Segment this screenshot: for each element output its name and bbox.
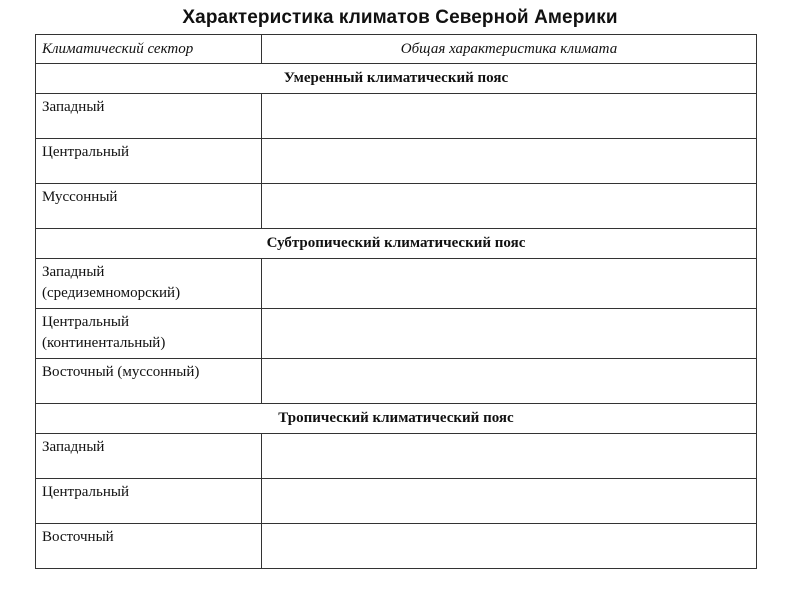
table-row <box>36 259 757 309</box>
table-row <box>36 184 757 229</box>
sector-name-line: Западный <box>42 264 105 280</box>
characteristic-cell[interactable] <box>262 309 757 359</box>
column-header-characteristic: Общая характеристика климата <box>262 35 757 64</box>
characteristic-cell[interactable] <box>262 139 757 184</box>
zone-title: Субтропический климатический пояс <box>36 229 757 259</box>
table-row <box>36 359 757 404</box>
table-row <box>36 479 757 524</box>
characteristic-cell[interactable] <box>262 259 757 309</box>
sector-name: Восточный <box>36 524 262 569</box>
characteristic-cell[interactable] <box>262 479 757 524</box>
zone-title: Тропический климатический пояс <box>36 404 757 434</box>
sector-name: Восточный (муссонный) <box>36 359 262 404</box>
zone-row-tropical <box>36 404 757 434</box>
sector-name: Западный <box>36 434 262 479</box>
table-row <box>36 524 757 569</box>
characteristic-cell[interactable] <box>262 94 757 139</box>
sector-name: Центральный <box>36 139 262 184</box>
column-header-sector: Климатический сектор <box>36 35 262 64</box>
sector-name: Центральный <box>36 479 262 524</box>
zone-row-subtropical <box>36 229 757 259</box>
sector-name-line: Центральный <box>42 314 130 330</box>
table-row <box>36 94 757 139</box>
characteristic-cell[interactable] <box>262 524 757 569</box>
zone-row-temperate <box>36 64 757 94</box>
table-row <box>36 434 757 479</box>
sector-name: Западный <box>36 94 262 139</box>
characteristic-cell[interactable] <box>262 184 757 229</box>
table-header-row <box>36 35 757 64</box>
sector-name <box>36 259 262 309</box>
page-title: Характеристика климатов Северной Америки <box>182 7 618 28</box>
characteristic-cell[interactable] <box>262 359 757 404</box>
sector-name: Муссонный <box>36 184 262 229</box>
sector-name-note: (континентальный) <box>42 335 166 351</box>
zone-title: Умеренный климатический пояс <box>36 64 757 94</box>
table-row <box>36 139 757 184</box>
characteristic-cell[interactable] <box>262 434 757 479</box>
sector-name-note: (средиземноморский) <box>42 285 181 301</box>
climate-table <box>35 34 757 569</box>
table-row <box>36 309 757 359</box>
sector-name <box>36 309 262 359</box>
